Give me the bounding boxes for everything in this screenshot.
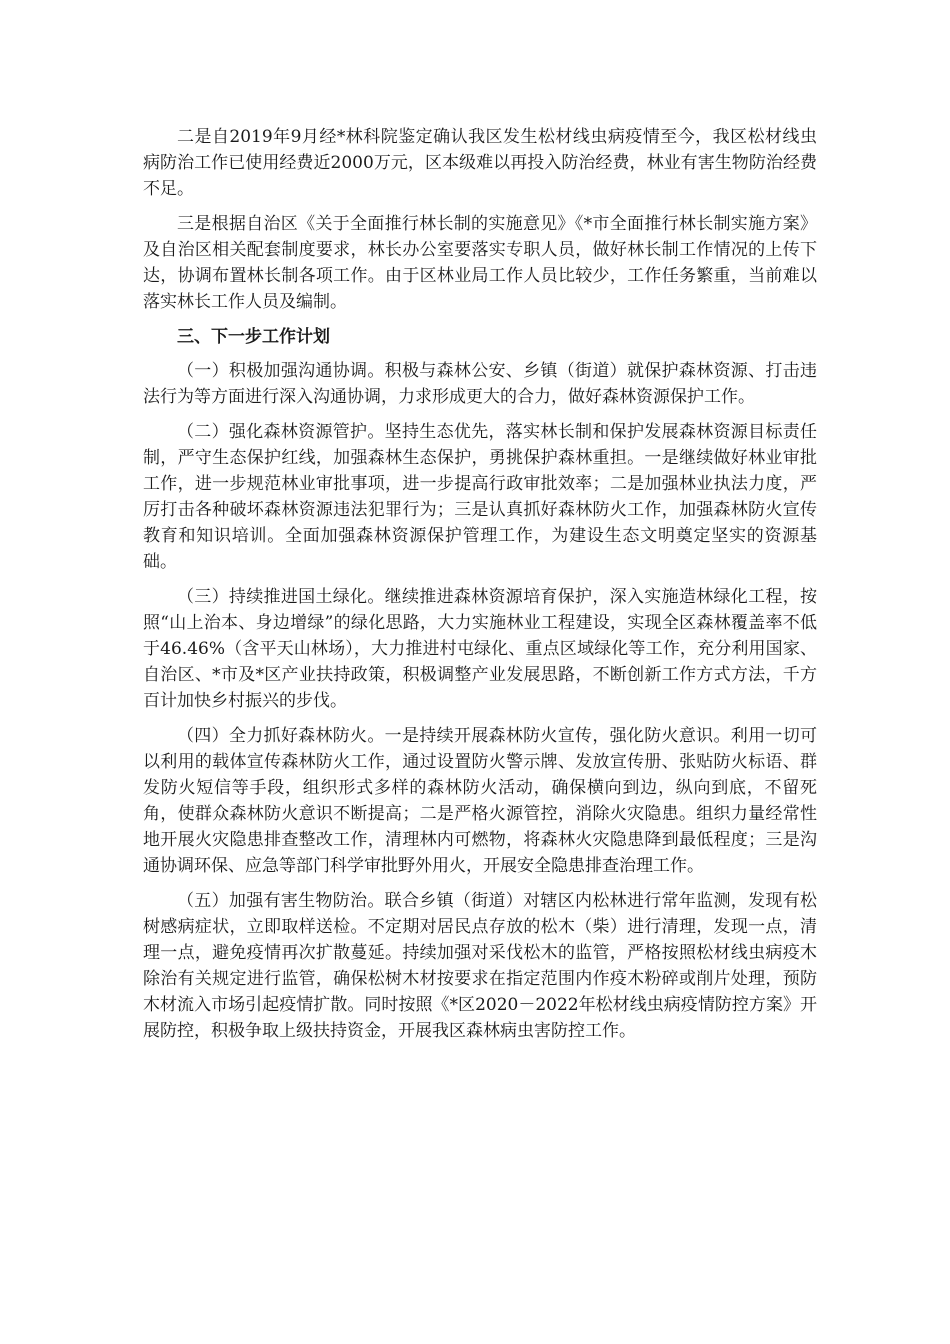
plan-item-communication: （一）积极加强沟通协调。积极与森林公安、乡镇（街道）就保护森林资源、打击违法行为等方面进行深入沟通协调，力求形成更大的合力，做好森林资源保护工作。 [143,361,817,407]
plan-item-resource-protection: （二）强化森林资源管护。坚持生态优先，落实林长制和保护发展森林资源目标责任制，严守生态保护红线，加强森林生态保护，勇挑保护森林重担。一是继续做好林业审批工作，进一步规范林业审批事项，进一步提高行政审批效率；二是加强林业执法力度，严厉打击各种破坏森林资源违法犯罪行为；三是认真抓好森林防火工作，加强森林防火宣传教育和知识培训。全面加强森林资源保护管理工作，为建设生态文明奠定坚实的资源基础。 [143,422,817,572]
plan-item-fire-prevention: （四）全力抓好森林防火。一是持续开展森林防火宣传，强化防火意识。利用一切可以利用的载体宣传森林防火工作，通过设置防火警示牌、发放宣传册、张贴防火标语、群发防火短信等手段，组织形式多样的森林防火活动，确保横向到边，纵向到底，不留死角，使群众森林防火意识不断提高；二是严格火源管控，消除火灾隐患。组织力量经常性地开展火灾隐患排查整改工作，清理林内可燃物，将森林火灾隐患降到最低程度；三是沟通协调环保、应急等部门科学审批野外用火，开展安全隐患排查治理工作。 [143,726,817,876]
paragraph-funding-shortage: 二是自2019年9月经*林科院鉴定确认我区发生松材线虫病疫情至今，我区松材线虫病防治工作已使用经费近2000万元，区本级难以再投入防治经费，林业有害生物防治经费不足。 [143,127,817,199]
plan-item-greening: （三）持续推进国土绿化。继续推进森林资源培育保护，深入实施造林绿化工程，按照“山上治本、身边增绿”的绿化思路，大力实施林业工程建设，实现全区森林覆盖率不低于46.46%（含平天山林场），大力推进村屯绿化、重点区域绿化等工作，充分利用国家、自治区、*市及*区产业扶持政策，积极调整产业发展思路，不断创新工作方式方法，千方百计加快乡村振兴的步伐。 [143,587,817,711]
paragraph-forest-chief-staffing: 三是根据自治区《关于全面推行林长制的实施意见》《*市全面推行林长制实施方案》及自治区相关配套制度要求，林长办公室要落实专职人员，做好林长制工作情况的上传下达，协调布置林长制各项工作。由于区林业局工作人员比较少，工作任务繁重，当前难以落实林长工作人员及编制。 [143,214,817,312]
document-page [143,124,817,1053]
plan-item-pest-control: （五）加强有害生物防治。联合乡镇（街道）对辖区内松林进行常年监测，发现有松树感病症状，立即取样送检。不定期对居民点存放的松木（柴）进行清理，发现一点，清理一点，避免疫情再次扩散蔓延。持续加强对采伐松木的监管，严格按照松材线虫病疫木除治有关规定进行监管，确保松树木材按要求在指定范围内作疫木粉碎或削片处理，预防木材流入市场引起疫情扩散。同时按照《*区2020－2022年松材线虫病疫情防控方案》开展防控，积极争取上级扶持资金，开展我区森林病虫害防控工作。 [143,891,817,1041]
section-heading-next-steps: 三、下一步工作计划 [177,327,330,347]
